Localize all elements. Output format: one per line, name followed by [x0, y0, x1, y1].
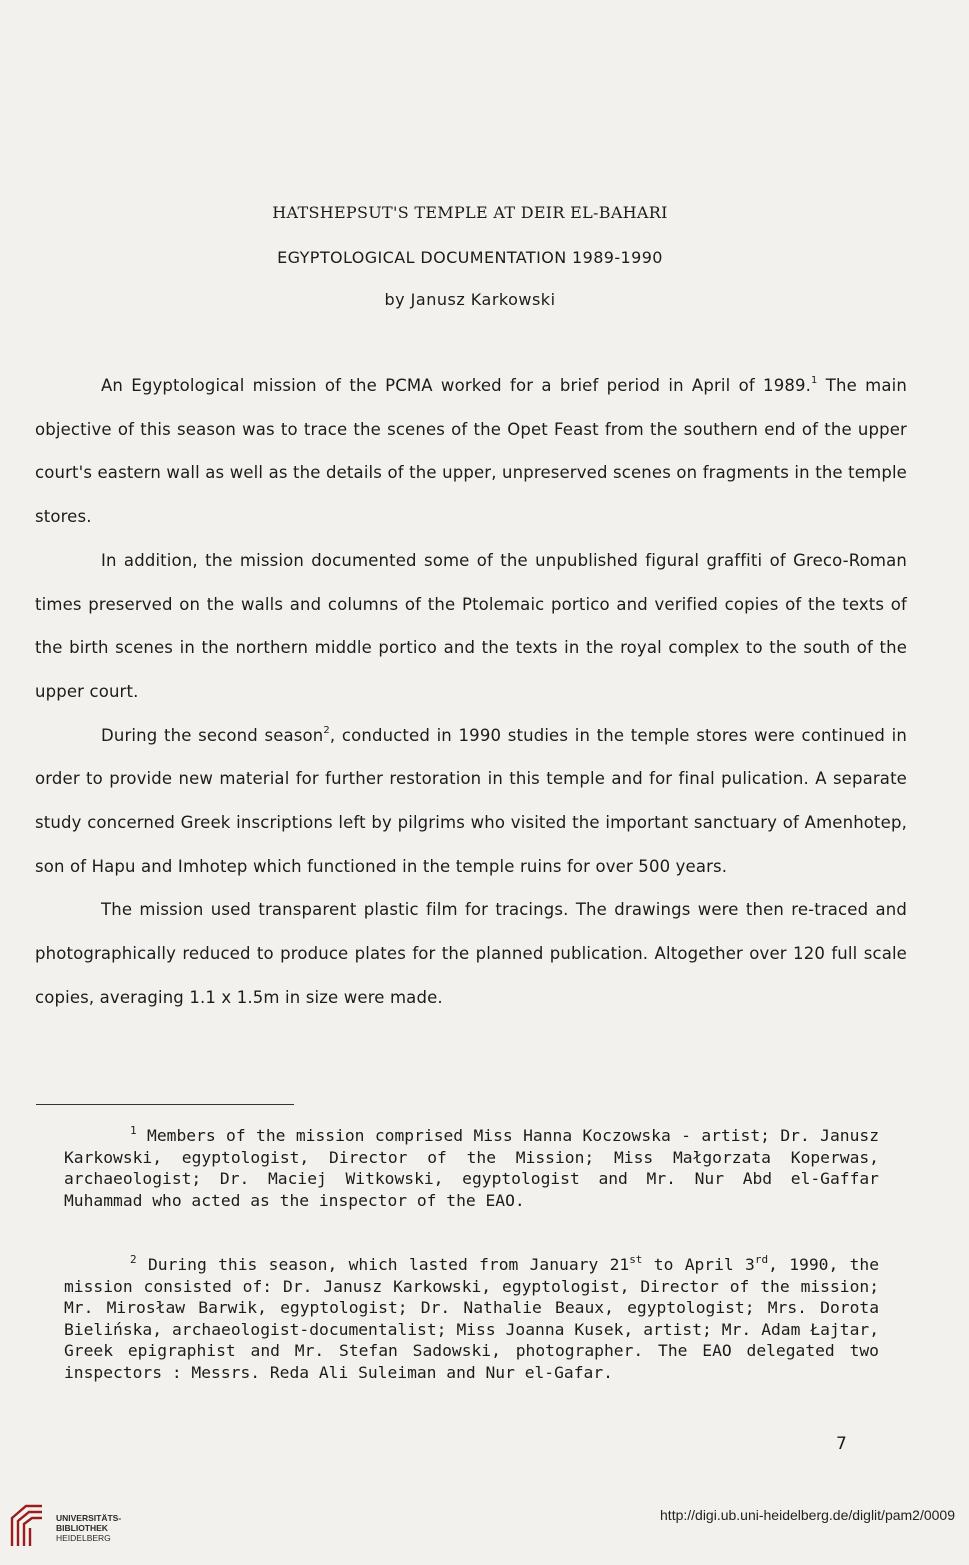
footnote-mark-1: 1: [130, 1124, 137, 1137]
footnote-1: $^1$ Members of the mission comprised Miss Hanna Koczowska - artist; Dr. Janusz Karkowski, egyptologist, Director of the Mission; Miss Małgorzata Koperwas, archaeologist; Dr. Maciej Witkowski, egyptologist and Mr. Nur Abd el-Gaffar Muhammad who acted as the inspector of the EAO.: [64, 1124, 879, 1210]
paragraph-1: An Egyptological mission of the PCMA worked for a brief period in April of 1989.$^1$ The main objective of this season was to trace the scenes of the Opet Feast from the southern end of the upper court's eastern wall as well as the details of the upper, unpreserved scenes on fragments in the temple stores.: [35, 375, 907, 527]
library-name: UNIVERSITÄTS- BIBLIOTHEK HEIDELBERG: [56, 1513, 122, 1543]
page-number: 7: [836, 1434, 847, 1454]
author-byline: by Janusz Karkowski: [384, 290, 556, 309]
footnote-divider: [36, 1104, 294, 1105]
footnote-2: $^2$ During this season, which lasted from January 21st to April 3rd, 1990, the mission consisted of: Dr. Janusz Karkowski, egyptologist, Director of the mission; Mr. Mirosław Barwik, egyptologist; Dr. Nathalie Beaux, egyptologist; Mrs. Dorota Bielińska, archaeologist-documentalist; Miss Joanna Kusek, artist; Mr. Adam Łajtar, Greek epigraphist and Mr. Stefan Sadowski, photographer. The EAO delegated two inspectors : Messrs. Reda Ali Suleiman and Nur el-Gafar.: [64, 1253, 879, 1382]
paragraph-2: In addition, the mission documented some of the unpublished figural graffiti of Greco-Roman times preserved on the walls and columns of the Ptolemaic portico and verified copies of the texts of the birth scenes in the northern middle portico and the texts in the royal complex to the south of the upper court.: [35, 550, 907, 701]
paragraph-3: During the second season$^2$, conducted in 1990 studies in the temple stores were continued in order to provide new material for further restoration in this temple and for final pulication. A separate study concerned Greek inscriptions left by pilgrims who visited the important sanctuary of Amenhotep, son of Hapu and Imhotep which functioned in the temple ruins for over 500 years.: [35, 724, 907, 876]
main-text: [35, 364, 907, 1020]
document-subtitle: EGYPTOLOGICAL DOCUMENTATION 1989-1990: [277, 248, 663, 267]
paragraph-4: The mission used transparent plastic film for tracings. The drawings were then re-traced and photographically reduced to produce plates for the planned publication. Altogether over 120 full scale copies, averaging 1.1 x 1.5m in size were made.: [35, 900, 907, 1007]
library-logo-icon: [8, 1502, 46, 1548]
footnote-ref-2: 2: [323, 724, 330, 736]
footnote-mark-2: 2: [130, 1253, 137, 1266]
source-url-link[interactable]: http://digi.ub.uni-heidelberg.de/diglit/pam2/0009: [660, 1507, 955, 1523]
footnote-ref-1: 1: [811, 375, 818, 386]
document-title: HATSHEPSUT'S TEMPLE AT DEIR EL-BAHARI: [272, 203, 668, 222]
